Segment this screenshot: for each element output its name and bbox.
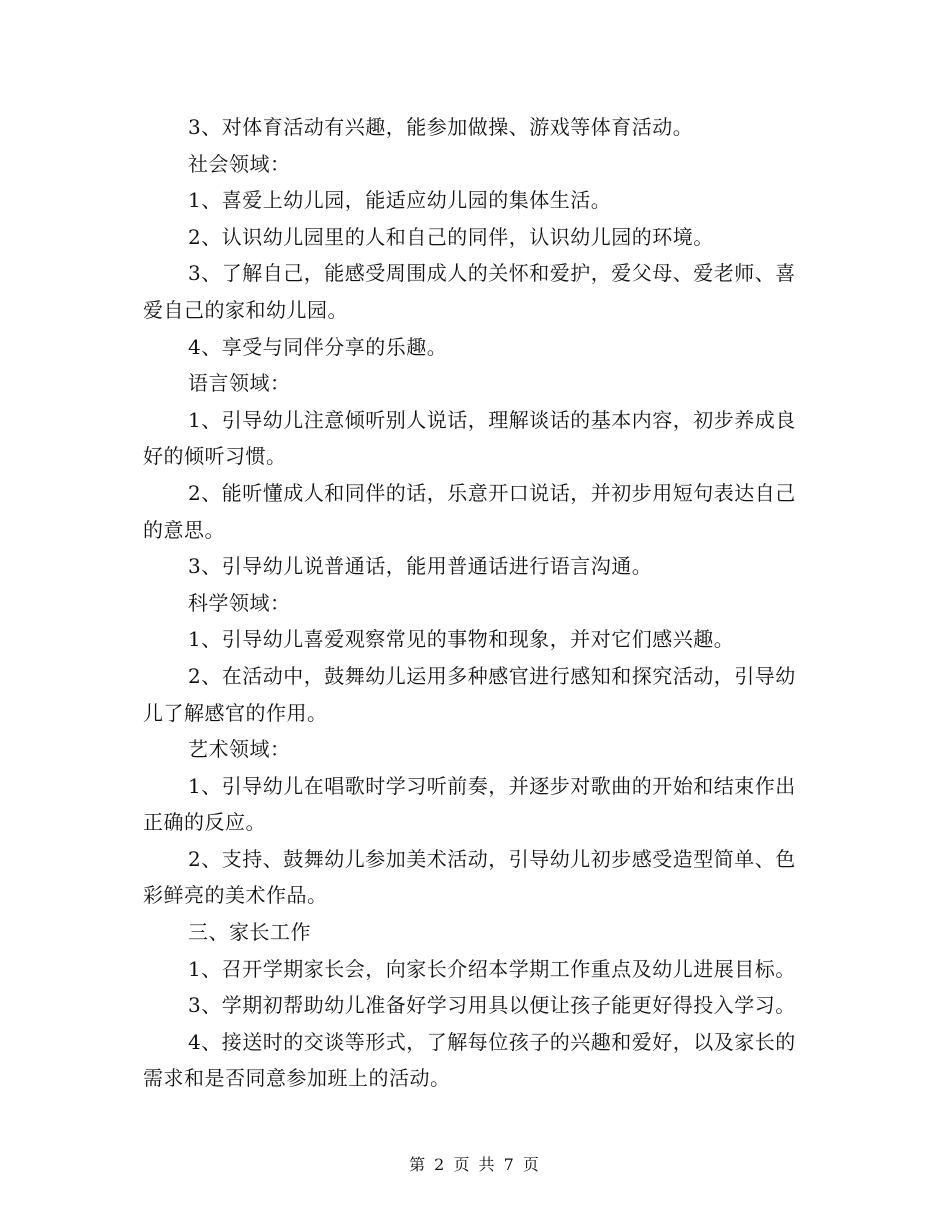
paragraph: 3、引导幼儿说普通话，能用普通话进行语言沟通。 xyxy=(188,554,653,579)
section-heading-language: 语言领域： xyxy=(188,371,291,396)
document-body xyxy=(143,109,808,1097)
paragraph: 4、接送时的交谈等形式，了解每位孩子的兴趣和爱好，以及家长的需求和是否同意参加班上的活动。 xyxy=(143,1029,796,1091)
page-number-footer: 第 2 页 共 7 页 xyxy=(409,1155,541,1174)
paragraph: 1、引导幼儿喜爱观察常见的事物和现象，并对它们感兴趣。 xyxy=(188,627,735,652)
paragraph: 1、喜爱上幼儿园，能适应幼儿园的集体生活。 xyxy=(188,188,612,213)
section-heading-science: 科学领域： xyxy=(188,590,291,615)
section-heading-parent-work: 三、家长工作 xyxy=(188,920,311,945)
paragraph: 4、享受与同伴分享的乐趣。 xyxy=(188,334,448,359)
paragraph: 2、在活动中，鼓舞幼儿运用多种感官进行感知和探究活动，引导幼儿了解感官的作用。 xyxy=(143,663,796,725)
paragraph: 2、支持、鼓舞幼儿参加美术活动，引导幼儿初步感受造型简单、色彩鲜亮的美术作品。 xyxy=(143,846,796,908)
section-heading-art: 艺术领域： xyxy=(188,737,291,762)
paragraph: 2、认识幼儿园里的人和自己的同伴，认识幼儿园的环境。 xyxy=(188,224,714,249)
paragraph: 3、对体育活动有兴趣，能参加做操、游戏等体育活动。 xyxy=(188,115,694,139)
paragraph: 1、引导幼儿在唱歌时学习听前奏，并逐步对歌曲的开始和结束作出正确的反应。 xyxy=(143,773,796,835)
paragraph: 2、能听懂成人和同伴的话，乐意开口说话，并初步用短句表达自己的意思。 xyxy=(143,480,796,542)
paragraph: 3、学期初帮助幼儿准备好学习用具以便让孩子能更好得投入学习。 xyxy=(188,993,796,1018)
paragraph: 1、召开学期家长会，向家长介绍本学期工作重点及幼儿进展目标。 xyxy=(188,956,796,981)
section-heading-social: 社会领域： xyxy=(188,151,291,176)
paragraph: 1、引导幼儿注意倾听别人说话，理解谈话的基本内容，初步养成良好的倾听习惯。 xyxy=(143,407,796,469)
paragraph: 3、了解自己，能感受周围成人的关怀和爱护，爱父母、爱老师、喜爱自己的家和幼儿园。 xyxy=(143,261,796,322)
